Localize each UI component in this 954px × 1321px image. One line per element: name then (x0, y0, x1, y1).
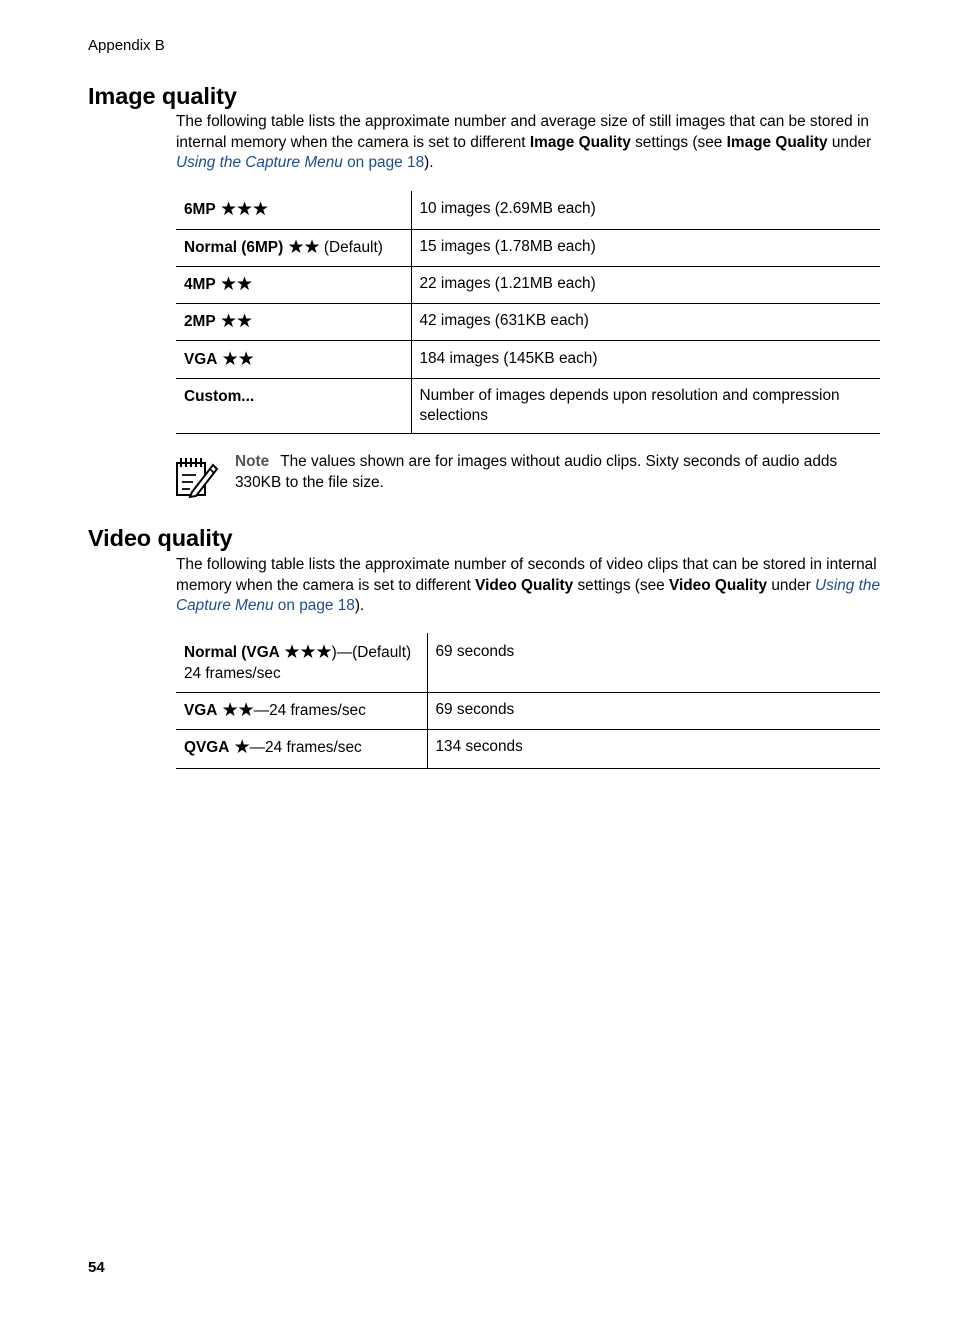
note-pencil-icon (174, 455, 220, 499)
setting-label: Normal (6MP) (184, 238, 284, 256)
setting-label: 4MP (184, 275, 216, 293)
setting-suffix: (Default) (319, 238, 383, 256)
cross-reference-link[interactable]: Using the Capture Menu (176, 154, 343, 171)
capacity-cell: 42 images (631KB each) (419, 311, 589, 329)
table-row (176, 266, 880, 303)
quality-stars-icon: ★ (233, 736, 250, 758)
quality-stars-icon: ★★ (221, 348, 254, 370)
setting-cell (176, 191, 411, 229)
table-row (176, 378, 880, 433)
bold-term: Image Quality (726, 133, 828, 151)
setting-cell (176, 633, 427, 692)
capacity-cell: 69 seconds (435, 700, 515, 718)
video-quality-table (176, 633, 880, 769)
table-row (176, 692, 880, 729)
quality-stars-icon: ★★★ (219, 199, 269, 220)
running-head: Appendix B (88, 37, 165, 54)
table-row (176, 191, 880, 229)
capacity-cell: 134 seconds (435, 737, 523, 755)
cross-reference-link[interactable]: on page 18 (342, 154, 425, 171)
setting-cell (176, 303, 411, 340)
capacity-cell: 22 images (1.21MB each) (419, 274, 596, 292)
bold-term: Video Quality (475, 576, 574, 594)
quality-stars-icon: ★★★ (283, 642, 332, 663)
setting-cell (176, 266, 411, 303)
capacity-cell: 69 seconds (435, 643, 515, 660)
setting-cell (176, 378, 411, 433)
setting-label: 6MP (184, 201, 216, 218)
capacity-cell: 184 images (145KB each) (419, 349, 598, 367)
setting-cell (176, 729, 427, 768)
setting-label: Custom... (184, 387, 255, 405)
video-quality-intro: The following table lists the approximate number of seconds of video clips that can be stored in internal memory when the camera is set to different Video Quality settings (see Video Quality under Using the Capture Menu on page 18). (176, 556, 881, 614)
setting-cell (176, 340, 411, 378)
setting-label: VGA (184, 350, 218, 368)
table-row (176, 229, 880, 266)
quality-stars-icon: ★★ (221, 699, 254, 721)
capacity-cell: 15 images (1.78MB each) (419, 237, 596, 255)
table-row (176, 340, 880, 378)
setting-label: Normal (VGA (184, 644, 284, 661)
cross-reference-link[interactable]: on page 18 (273, 597, 355, 614)
note-label: Note (235, 453, 270, 470)
bold-term: Video Quality (669, 576, 768, 594)
setting-suffix: —24 frames/sec (249, 738, 362, 756)
table-row (176, 303, 880, 340)
bold-term: Image Quality (529, 133, 631, 151)
setting-cell (176, 692, 427, 729)
quality-stars-icon: ★★ (287, 236, 320, 258)
page-number: 54 (88, 1259, 105, 1276)
setting-cell (176, 229, 411, 266)
video-quality-heading: Video quality (88, 525, 233, 551)
table-row (176, 729, 880, 768)
setting-label: 2MP (184, 312, 216, 330)
setting-suffix: )—(Default) 24 frames/sec (184, 644, 412, 682)
capacity-cell: Number of images depends upon resolution and compression selections (419, 386, 840, 424)
setting-suffix: —24 frames/sec (253, 701, 366, 719)
image-quality-heading: Image quality (88, 83, 237, 109)
setting-label: QVGA (184, 738, 230, 756)
table-row (176, 633, 880, 692)
note (235, 451, 887, 493)
note-text: The values shown are for images without audio clips. Sixty seconds of audio adds 330KB to the file size. (235, 453, 838, 491)
image-quality-table (176, 191, 880, 434)
quality-stars-icon: ★★ (219, 273, 253, 295)
setting-label: VGA (184, 701, 218, 719)
capacity-cell: 10 images (2.69MB each) (419, 200, 596, 217)
image-quality-intro: The following table lists the approximate number and average size of still images that can be stored in internal memory when the camera is set to different Image Quality settings (see Image Quality under Using the Capture Menu on page 18). (176, 113, 872, 171)
cross-reference-link[interactable]: Using the Capture Menu (176, 576, 881, 614)
quality-stars-icon: ★★ (219, 310, 253, 332)
